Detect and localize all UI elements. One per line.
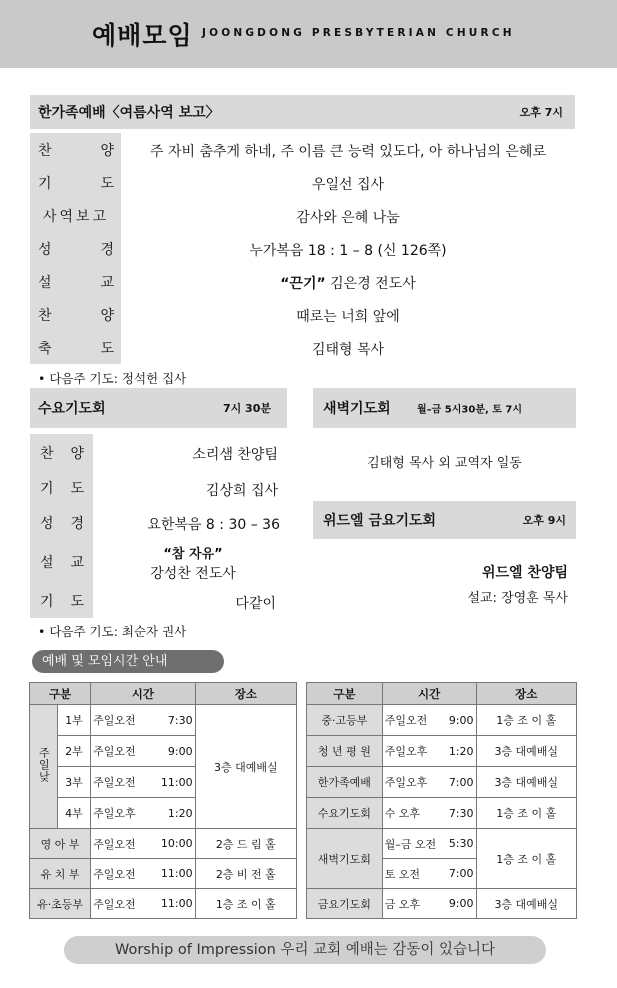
sermon-preacher: 김은경 전도사: [330, 276, 416, 292]
friday-prayer-header: [313, 501, 576, 539]
family-label-2: 기 도: [38, 175, 114, 192]
dawn-prayer-time: 월–금 5시30분, 토 7시: [417, 404, 523, 416]
table-row: 4부 주일오후 1:20: [30, 798, 297, 829]
wednesday-sermon-title: “참 자유”: [163, 547, 223, 562]
friday-preacher: 설교: 장영훈 목사: [467, 591, 568, 606]
wednesday-value-1: 소리샘 찬양팀: [192, 447, 278, 463]
table-row: 청 년 평 원 주일오후 1:20 3층 대예배실: [307, 736, 577, 767]
family-label-6: 찬 양: [38, 307, 114, 324]
family-value-4: 누가복음 18 : 1 – 8 (신 126쪽): [249, 243, 447, 259]
wednesday-label-3: 성 경: [40, 515, 84, 532]
friday-prayer-title: 위드엘 금요기도회: [323, 513, 437, 529]
table-row: 2부 주일오전 9:00: [30, 736, 297, 767]
dawn-prayer-leader: 김태형 목사 외 교역자 일동: [367, 456, 522, 471]
header-place: 장소: [476, 683, 576, 705]
wednesday-label-5: 기 도: [40, 593, 84, 610]
table-row: 유 치 부 주일오전 11:00 2층 비 전 홀: [30, 859, 297, 889]
table-row: 중·고등부 주일오전 9:00 1층 조 이 홀: [307, 705, 577, 736]
table-row: 한가족예배 주일오후 7:00 3층 대예배실: [307, 767, 577, 798]
table-row: 토 오전 7:00: [307, 859, 577, 889]
page-header: [0, 0, 617, 68]
family-value-1: 주 자비 춤추게 하네, 주 이름 큰 능력 있도다, 아 하나님의 은혜로: [150, 144, 546, 160]
sunday-place: 3층 대예배실: [195, 705, 296, 829]
wednesday-label-1: 찬 양: [40, 445, 84, 462]
header-category: 구분: [307, 683, 383, 705]
wednesday-next-prayer-note: • 다음주 기도: 최순자 권사: [38, 624, 187, 639]
footer-slogan: Worship of Impression 우리 교회 예배는 감동이 있습니다: [64, 936, 546, 964]
family-worship-title: 한가족예배〈여름사역 보고〉: [38, 105, 220, 121]
family-value-7: 김태형 목사: [311, 342, 385, 358]
schedule-table-left: [29, 682, 297, 919]
family-next-prayer-note: • 다음주 기도: 정석헌 집사: [38, 371, 187, 386]
header-place: 장소: [195, 683, 296, 705]
sunday-label: 주일낮: [30, 705, 58, 829]
header-time: 시간: [382, 683, 476, 705]
sermon-title: “끈기”: [280, 276, 326, 292]
table-row: 유·초등부 주일오전 11:00 1층 조 이 홀: [30, 889, 297, 919]
family-value-6: 때로는 너희 앞에: [296, 309, 400, 325]
page-title: 예배모임: [92, 21, 193, 50]
schedule-table-right: [306, 682, 577, 919]
family-worship-header: [30, 95, 575, 129]
wednesday-value-4: 강성찬 전도사: [150, 566, 236, 582]
wednesday-label-2: 기 도: [40, 480, 84, 497]
family-value-5: [121, 273, 575, 293]
family-worship-time: 오후 7시: [519, 106, 563, 119]
table-row: 수요기도회 수 오후 7:30 1층 조 이 홀: [307, 798, 577, 829]
wednesday-header: [30, 388, 287, 428]
table-row: 새벽기도회 월–금 오전 5:30 1층 조 이 홀: [307, 829, 577, 859]
table-row: 3부 주일오전 11:00: [30, 767, 297, 798]
table-row: 주일낮 1부 주일오전 7:30 3층 대예배실: [30, 705, 297, 736]
family-label-1: 찬 양: [38, 142, 114, 159]
family-label-4: 성 경: [38, 241, 114, 258]
schedule-heading: 예배 및 모임시간 안내: [32, 650, 224, 673]
wednesday-value-2: 김상희 집사: [205, 483, 278, 499]
family-label-7: 축 도: [38, 340, 114, 357]
family-label-3: 사역보고: [42, 208, 110, 225]
wednesday-value-3: 요한복음 8 : 30 – 36: [147, 517, 280, 533]
table-row: 금요기도회 금 오후 9:00 3층 대예배실: [307, 889, 577, 919]
header-category: 구분: [30, 683, 91, 705]
wednesday-time: 7시 30분: [222, 402, 271, 415]
friday-praise-team: 위드엘 찬양팀: [481, 565, 568, 581]
table-row: 영 아 부 주일오전 10:00 2층 드 림 홀: [30, 829, 297, 859]
family-value-3: 감사와 은혜 나눔: [296, 210, 400, 226]
friday-prayer-time: 오후 9시: [522, 514, 566, 527]
header-time: 시간: [91, 683, 195, 705]
wednesday-title: 수요기도회: [38, 401, 106, 417]
family-label-5: 설 교: [38, 274, 114, 291]
wednesday-label-4: 설 교: [40, 554, 84, 571]
family-value-2: 우일선 집사: [311, 177, 385, 193]
dawn-prayer-header: [313, 388, 576, 428]
wednesday-value-5: 다같이: [235, 596, 276, 612]
church-name: JOONGDONG PRESBYTERIAN CHURCH: [202, 27, 515, 39]
dawn-prayer-title: 새벽기도회: [323, 401, 391, 417]
